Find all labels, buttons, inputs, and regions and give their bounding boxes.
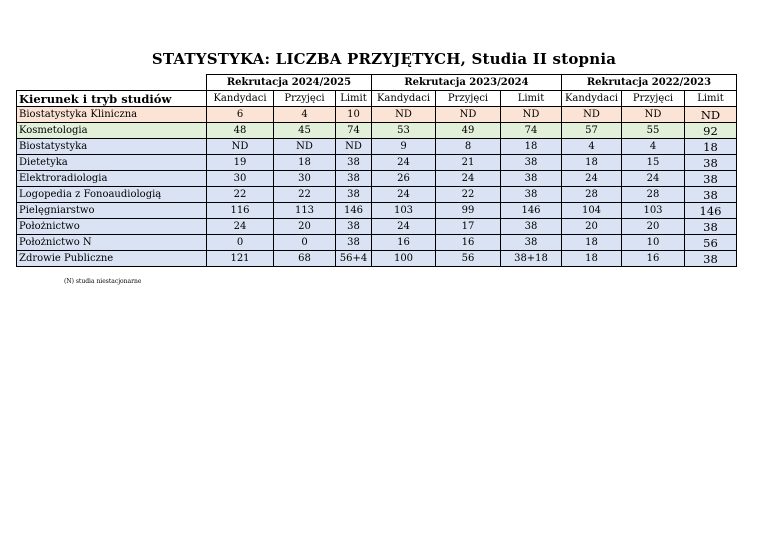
cell-value: 146 [501, 203, 562, 219]
table-row [17, 107, 737, 123]
cell-value: 0 [207, 235, 274, 251]
cell-value: 53 [372, 123, 436, 139]
cell-value: 146 [336, 203, 372, 219]
cell-value: 28 [562, 187, 622, 203]
table-row [17, 171, 737, 187]
cell-value: 22 [436, 187, 501, 203]
column-header-field-of-study: Kierunek i tryb studiów [17, 91, 207, 107]
cell-value: 57 [562, 123, 622, 139]
page-title: STATYSTYKA: LICZBA PRZYJĘTYCH, Studia II stopnia [151, 50, 617, 68]
cell-value: 38+18 [501, 251, 562, 267]
column-header-admitted: Przyjęci [436, 91, 501, 107]
cell-value: ND [501, 107, 562, 123]
row-name: Elektroradiologia [17, 171, 207, 187]
row-name: Zdrowie Publiczne [17, 251, 207, 267]
cell-value: 21 [436, 155, 501, 171]
cell-value: 38 [501, 155, 562, 171]
cell-value: 22 [207, 187, 274, 203]
cell-value: 18 [562, 155, 622, 171]
cell-value: 38 [336, 171, 372, 187]
cell-value: 16 [436, 235, 501, 251]
cell-value: 9 [372, 139, 436, 155]
cell-value: 24 [562, 171, 622, 187]
cell-value: 24 [436, 171, 501, 187]
column-header-candidates: Kandydaci [372, 91, 436, 107]
row-name: Biostatystyka [17, 139, 207, 155]
group-header-2022-2023: Rekrutacja 2022/2023 [562, 75, 737, 91]
cell-value: 38 [685, 155, 737, 171]
cell-value: 56+4 [336, 251, 372, 267]
cell-value: 20 [622, 219, 685, 235]
cell-value: 74 [336, 123, 372, 139]
column-header-candidates: Kandydaci [562, 91, 622, 107]
row-name: Biostatystyka Kliniczna [17, 107, 207, 123]
cell-value: 146 [685, 203, 737, 219]
group-header-2024-2025: Rekrutacja 2024/2025 [207, 75, 372, 91]
cell-value: 55 [622, 123, 685, 139]
cell-value: 38 [685, 219, 737, 235]
cell-value: 24 [372, 219, 436, 235]
cell-value: 24 [372, 187, 436, 203]
cell-value: 38 [685, 171, 737, 187]
cell-value: 104 [562, 203, 622, 219]
cell-value: 19 [207, 155, 274, 171]
cell-value: 18 [501, 139, 562, 155]
cell-value: ND [336, 139, 372, 155]
cell-value: 45 [274, 123, 336, 139]
column-header-limit: Limit [685, 91, 737, 107]
cell-value: ND [436, 107, 501, 123]
group-header-row [17, 75, 737, 91]
cell-value: 18 [274, 155, 336, 171]
cell-value: 74 [501, 123, 562, 139]
cell-value: 92 [685, 123, 737, 139]
cell-value: ND [562, 107, 622, 123]
column-header-limit: Limit [336, 91, 372, 107]
cell-value: 38 [685, 187, 737, 203]
cell-value: 20 [562, 219, 622, 235]
cell-value: 113 [274, 203, 336, 219]
cell-value: 4 [274, 107, 336, 123]
cell-value: 18 [562, 251, 622, 267]
cell-value: 18 [685, 139, 737, 155]
cell-value: 24 [207, 219, 274, 235]
row-name: Logopedia z Fonoaudiologią [17, 187, 207, 203]
cell-value: 18 [562, 235, 622, 251]
cell-value: 8 [436, 139, 501, 155]
table-row [17, 251, 737, 267]
cell-value: 103 [372, 203, 436, 219]
cell-value: 30 [274, 171, 336, 187]
cell-value: 100 [372, 251, 436, 267]
row-name: Dietetyka [17, 155, 207, 171]
cell-value: 26 [372, 171, 436, 187]
cell-value: 38 [501, 187, 562, 203]
cell-value: 121 [207, 251, 274, 267]
cell-value: 38 [501, 171, 562, 187]
cell-value: ND [685, 107, 737, 123]
column-header-row [17, 91, 737, 107]
cell-value: 17 [436, 219, 501, 235]
cell-value: 38 [336, 187, 372, 203]
cell-value: 16 [372, 235, 436, 251]
cell-value: 20 [274, 219, 336, 235]
admissions-table [16, 74, 737, 267]
cell-value: ND [207, 139, 274, 155]
row-name: Kosmetologia [17, 123, 207, 139]
cell-value: 103 [622, 203, 685, 219]
table-row [17, 155, 737, 171]
cell-value: 24 [622, 171, 685, 187]
cell-value: 38 [685, 251, 737, 267]
cell-value: 16 [622, 251, 685, 267]
footnote: (N) studia niestacjonarne [64, 278, 142, 285]
cell-value: ND [622, 107, 685, 123]
cell-value: 56 [685, 235, 737, 251]
cell-value: 116 [207, 203, 274, 219]
cell-value: 38 [501, 219, 562, 235]
column-header-admitted: Przyjęci [274, 91, 336, 107]
cell-value: 30 [207, 171, 274, 187]
table-row [17, 203, 737, 219]
cell-value: 15 [622, 155, 685, 171]
table-row [17, 219, 737, 235]
cell-value: 0 [274, 235, 336, 251]
cell-value: 4 [562, 139, 622, 155]
cell-value: 49 [436, 123, 501, 139]
cell-value: 38 [336, 155, 372, 171]
table-row [17, 123, 737, 139]
table-row [17, 139, 737, 155]
cell-value: ND [372, 107, 436, 123]
column-header-limit: Limit [501, 91, 562, 107]
row-name: Położnictwo [17, 219, 207, 235]
row-name: Położnictwo N [17, 235, 207, 251]
cell-value: 24 [372, 155, 436, 171]
cell-value: 56 [436, 251, 501, 267]
table-row [17, 235, 737, 251]
cell-value: 99 [436, 203, 501, 219]
cell-value: 38 [336, 235, 372, 251]
cell-value: 10 [336, 107, 372, 123]
column-header-candidates: Kandydaci [207, 91, 274, 107]
empty-corner-cell [17, 75, 207, 91]
group-header-2023-2024: Rekrutacja 2023/2024 [372, 75, 562, 91]
row-name: Pielęgniarstwo [17, 203, 207, 219]
cell-value: 28 [622, 187, 685, 203]
cell-value: 38 [501, 235, 562, 251]
cell-value: 6 [207, 107, 274, 123]
cell-value: 48 [207, 123, 274, 139]
column-header-admitted: Przyjęci [622, 91, 685, 107]
cell-value: 4 [622, 139, 685, 155]
table-row [17, 187, 737, 203]
cell-value: 10 [622, 235, 685, 251]
cell-value: ND [274, 139, 336, 155]
cell-value: 22 [274, 187, 336, 203]
cell-value: 68 [274, 251, 336, 267]
cell-value: 38 [336, 219, 372, 235]
